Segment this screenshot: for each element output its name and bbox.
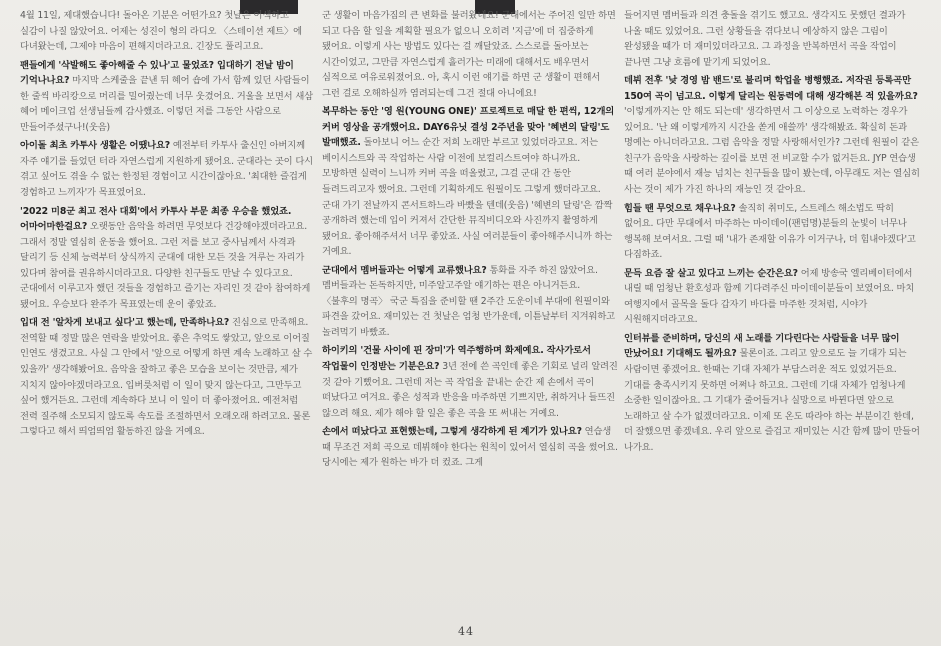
interview-paragraph (322, 8, 618, 101)
interview-paragraph (20, 58, 316, 136)
page-number: 44 (458, 625, 474, 638)
text-column-3 (624, 8, 920, 458)
interview-answer: 통화를 자주 하진 않았어요. 멤버들과는 돈독하지만, 미주알고주알 얘기하는 편은 아니거든요. 〈불후의 명곡〉 국군 특집을 준비할 땐 2주간 도운이네 부대에 원필이와 파견을 갔어요. 재미있는 건 첫날은 엄청 반가운데, 이튿날부터 지겨워하고 놀려먹기 바빴죠. (322, 264, 615, 338)
interview-question: 팬들에게 '삭발해도 좋아해줄 수 있나'고 물었죠? 입대하기 전날 밤이 기억나나요? (20, 59, 294, 87)
interview-answer: 솔직히 취미도, 스트레스 해소법도 딱히 없어요. 다만 무대에서 마주하는 마이데이(팬덤명)분들의 눈빛이 너무나 행복해 보여서요. 그럴 때 '내가 존재할 이유가 이거구나, 더 힘내야겠다'고 다짐하죠. (624, 202, 916, 261)
interview-question: 군대에서 멤버들과는 어떻게 교류했나요? (322, 264, 487, 276)
interview-paragraph (20, 204, 316, 313)
interview-paragraph (624, 266, 920, 328)
interview-answer: 돌아보니 어느 순간 저희 노래만 부르고 있었더라고요. 저는 베이시스트와 곡 작업하는 사람 이전에 보컬리스트여야 하니까요. 모방하면 실력이 느니까 커버 곡을 떠올렸고, 그걸 군대 간 동안 들려드리고자 했어요. 그런데 기획하게도 원필이도 그렇게 했더라고요. 군대 가기 전날까지 콘서트하느라 바빴을 텐데(웃음) '혜변의 달링'은 깜짝 공개하려 했는데 입이 커져서 간단한 뮤직비디오와 사진까지 촬영하게 됐어요. 좋아해주셔서 너무 좋았죠. 사실 여러분들이 좋아해주시니까 하는 거예요. (322, 137, 613, 258)
interview-paragraph (322, 263, 618, 341)
interview-question: 문득 요즘 잘 살고 있다고 느끼는 순간은요? (624, 267, 798, 279)
interview-paragraph (624, 331, 920, 455)
interview-paragraph (624, 201, 920, 263)
interview-question: 복무하는 동안 '영 원(YOUNG ONE)' 프로젝트로 매달 한 편씩, 12개의 커버 영상을 공개했어요. DAY6유닛 결성 2주년을 맞아 '혜변의 달링'도 발매했죠. (322, 106, 615, 149)
interview-paragraph (624, 73, 920, 197)
interview-answer: 예전부터 카투사 출신인 아버지께 자주 얘기를 들었던 터라 자연스럽게 지원하게 됐어요. 군대라는 곳이 다시 겪고 싶어도 겪을 수 없는 한정된 경험이고 시간이잖아요. '최대한 즐겁게 경험하고 느끼자'가 목표였어요. (20, 140, 313, 199)
interview-answer: 오랫동안 음악을 하려면 무엇보다 건강해야겠더라고요. 그래서 정말 열심히 운동을 했어요. 그런 저를 보고 중사님께서 사격과 달리기 등 신체 능력부터 상식까지 군대에 대한 모든 것을 겨루는 자리가 있다며 참여를 권유하시더라고요. 다양한 친구들도 만날 수 있다고요. 군대에서 이루고자 했던 것들을 경험하고 즐기는 자리인 것 같아 참여하게 됐어요. 우승보다 완주가 목표였는데 운이 좋았죠. (20, 221, 311, 310)
text-column-2 (322, 8, 618, 474)
interview-answer: 진심으로 만족해요. 전역할 때 정말 많은 연락을 받았어요. 좋은 추억도 쌓았고, 앞으로 이어질 인연도 생겼고요. 사실 그 안에서 '앞으로 어떻게 하면 계속 노래하고 살 수 있을까' 생각해봤어요. 음악을 잘하고 좋은 모습을 보이는 것만큼, 제가 지치지 않아야겠더라고요. 입버릇처럼 이 일이 맞지 않는다고, 그만두고 싶어 했거든요. 그런데 계속하다 보니 이 일이 더 좋아졌어요. 예전처럼 전력 질주해 소모되지 않도록 속도를 조절하면서 오래오래 하려고요. 물론 그렇다고 해서 띄엄띄엄 활동하진 않을 거예요. (20, 317, 313, 438)
interview-paragraph (322, 104, 618, 259)
interview-paragraph (20, 8, 316, 55)
interview-question: 아이돌 최초 카투사 생활은 어땠나요? (20, 140, 171, 152)
interview-question: 손에서 떠났다고 표현했는데, 그렇게 생각하게 된 계기가 있나요? (322, 426, 582, 438)
interview-paragraph (20, 138, 316, 200)
interview-answer: 어제 방송국 엘리베이터에서 내릴 때 엄청난 환호성과 함께 기다려주신 마이데이분들이 보였어요. 마치 여행지에서 골목을 돌다 갑자기 바다를 마주한 것처럼, 시야가 시원해지더라고요. (624, 267, 915, 326)
interview-answer: 3년 전에 쓴 곡인데 좋은 기회로 널리 알려진 것 같아 기뻤어요. 그런데 저는 곡 작업을 끝내는 순간 제 손에서 곡이 떠났다고 여겨요. 좋은 성적과 반응을 마주하면 기쁘지만, 취하거나 들뜨진 않으려 해요. 제가 해야 할 일은 좋은 곡을 또 써내는 거예요. (322, 361, 618, 419)
interview-question: '2022 미8군 최고 전사 대회'에서 카투사 부문 최종 우승을 했었죠. 어마어마한걸요? (20, 205, 292, 233)
interview-question: 입대 전 '알차게 보내고 싶다'고 했는데, 만족하나요? (20, 317, 230, 329)
interview-paragraph (322, 424, 618, 471)
interview-question: 데뷔 전후 '낮 경영 밤 밴드'로 불리며 학업을 병행했죠. 저작권 등록곡만 150여 곡이 넘고요. 이렇게 달리는 원동력에 대해 생각해본 적 있을까요? (624, 75, 918, 102)
interview-answer: 마지막 스케줄을 끝낸 뒤 혜어 숍에 가서 함께 있던 사람들이 한 줄씩 바리캉으로 머리를 밀어줬는데 너무 웃겼어요. 거울을 보면서 새삼 혜어 메이크업 선생님들께 감사했죠. 이렇던 저를 그동안 사람으로 만들어주셨구나!(웃음) (20, 75, 313, 133)
interview-answer: 군 생활이 마음가짐의 큰 변화를 불러왔네요! 군대에서는 주어진 일만 하면 되고 다음 할 일을 계획할 필요가 없으니 오히려 '지금'에 더 집중하게 됐어요. 이렇게 사는 방법도 있다는 걸 깨달았죠. 스스로를 돌아보는 시간이었고, 그만큼 자연스럽게 흘러가는 미래에 대해서도 배우면서 심적으로 여유로워졌어요. 아, 혹시 이런 얘기를 하면 군 생활이 편해서 그런 걸로 오해하실까 염려되는데 그건 절대 아니에요! (322, 10, 616, 99)
interview-paragraph (20, 315, 316, 439)
interview-answer: 4월 11일, 제대했습니다! 돌아온 기분은 어떤가요? 첫날은 어색하고 실감이 나질 않았어요. 어제는 성진이 형의 라디오 〈스테이션 제트〉에 다녀왔는데, 그제야 마음이 편해지더라고요. 긴장도 풀리고요. (20, 10, 302, 53)
text-column-1 (20, 8, 316, 443)
interview-answer: 연습생 때 무조건 저희 곡으로 데뷔해야 한다는 원칙이 있어서 열심히 곡을 썼어요. 당시에는 제가 원하는 바가 더 컸죠. 그게 (322, 426, 618, 469)
interview-answer: 물론이죠. 그리고 앞으로도 늘 기대가 되는 사람이면 좋겠어요. 한때는 기대 자체가 부담스러운 적도 있었거든요. 기대를 충족시키지 못하면 어쩌나 하고요. 그런데 기대 자체가 엄청나게 소중한 일이잖아요. 그 기대가 줄어들거나 실망으로 바뀐다면 앞으로 노래하고 살 수가 없겠더라고요. 이제 또 온도 따라야 하는 부분이긴 한데, 더 잘했으면 좋겠네요. 우리 앞으로 즐겁고 재미있는 시간 함께 많이 만들어 나가요. (624, 348, 920, 453)
interview-answer: '이렇게까지는 안 해도 되는데' 생각하면서 그 이상으로 노력하는 경우가 있어요. '난 왜 이렇게까지 시간을 쏟게 애쓸까' 생각해봤죠. 확실히 돈과 명예는 아니더라고요. 그럼 음악을 정말 사랑해서인가? 그런데 원필이 같은 친구가 음악을 사랑하는 깊이를 보면 전 비교할 수가 없거든요. JYP 연습생 때 여러 분야에서 재능 넘치는 친구들을 많이 봤는데, 아무래도 저는 열심히 사는 것이 제가 가진 하나의 재능인 것 같아요. (624, 106, 920, 196)
interview-paragraph (322, 343, 618, 421)
interview-question: 하이키의 '건물 사이에 핀 장미'가 역주행하며 화제예요. 작사가로서 작업물이 인정받는 기분은요? (322, 345, 591, 373)
interview-paragraph (624, 8, 920, 70)
interview-question: 인터뷰를 준비하며, 당신의 새 노래를 기다린다는 사람들을 너무 많이 만났어요! 기대해도 될까요? (624, 332, 900, 360)
interview-question: 힘들 땐 무엇으로 채우나요? (624, 202, 736, 214)
interview-answer: 들어지면 멤버들과 의견 충돌을 겪기도 했고요. 생각지도 못했던 결과가 나올 때도 있었어요. 그런 상황들을 겪다보니 예상하지 않은 그림이 완성됐을 때가 더 재미있더라고요. 그 과정을 반복하면서 곡을 작업이 끝나면 그냥 흐름에 맡기게 되었어요. (624, 10, 906, 68)
